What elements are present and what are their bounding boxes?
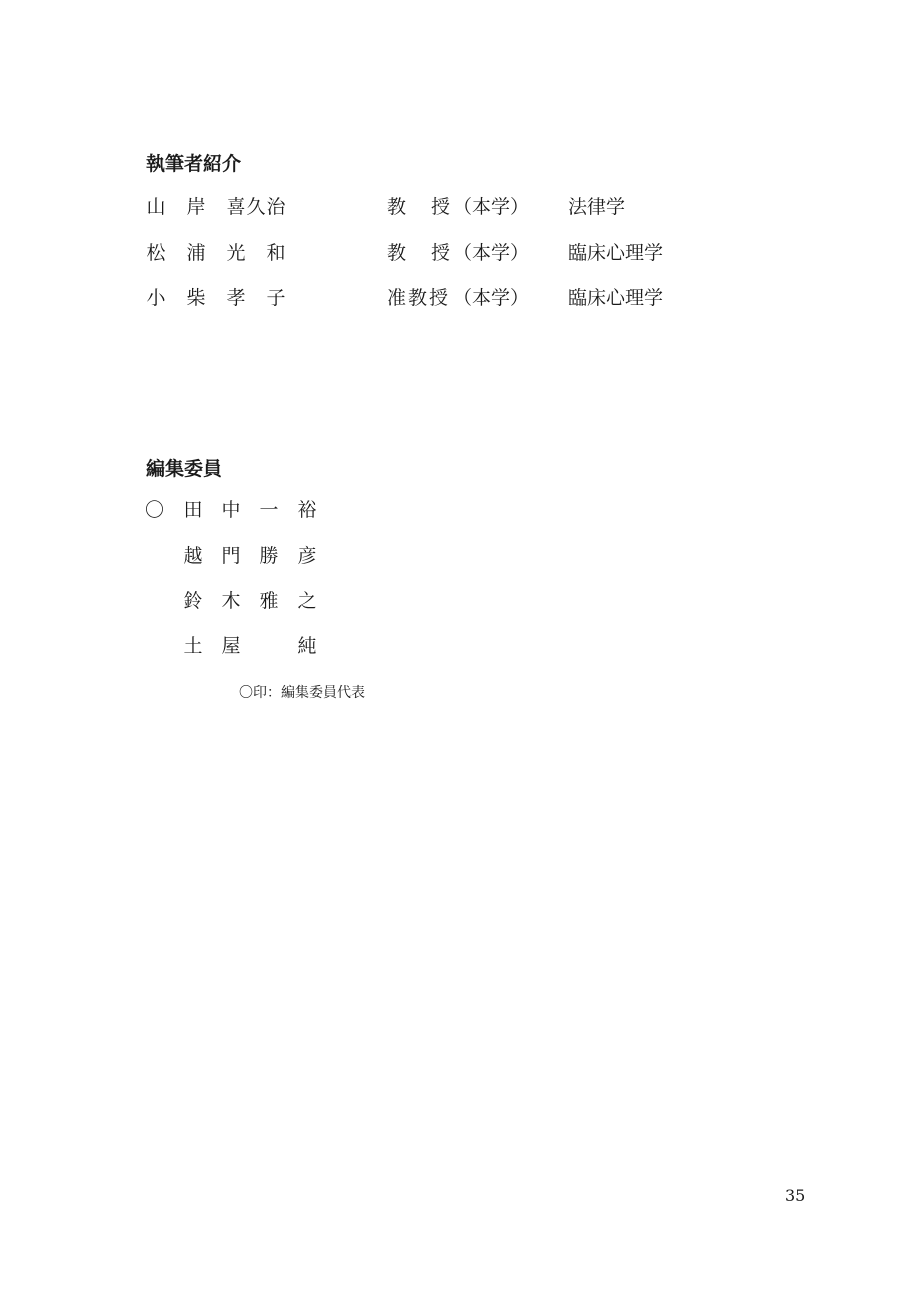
name-char: 浦	[186, 242, 206, 264]
editor-row	[0, 634, 917, 658]
author-row	[0, 195, 917, 219]
author-rank	[387, 195, 452, 219]
author-row	[0, 286, 917, 310]
editors-heading: 編集委員	[146, 458, 223, 480]
name-char: 鈴	[183, 590, 203, 612]
rank-char: 授	[431, 196, 451, 218]
name-char: 中	[221, 499, 241, 521]
name-char: 之	[297, 590, 317, 612]
rank-spacer	[408, 195, 427, 219]
name-char: 純	[297, 635, 317, 657]
author-field: 臨床心理学	[568, 242, 664, 264]
rank-char: 准	[387, 287, 407, 309]
name-char: 柴	[186, 287, 206, 309]
editor-note: 〇印：編集委員代表	[239, 685, 365, 701]
name-char: 小	[146, 287, 166, 309]
author-field: 臨床心理学	[568, 287, 664, 309]
name-char: 雅	[259, 590, 279, 612]
name-char: 一	[259, 499, 279, 521]
representative-mark: 〇	[145, 499, 165, 521]
author-name	[146, 195, 286, 219]
editor-name	[183, 634, 335, 658]
author-row	[0, 241, 917, 265]
name-char: 松	[146, 242, 166, 264]
author-affiliation: （本学）	[453, 287, 530, 309]
rank-char: 教	[387, 242, 407, 264]
editor-name	[183, 589, 335, 613]
rank-char: 授	[429, 287, 449, 309]
author-field: 法律学	[568, 196, 626, 218]
name-char: 屋	[221, 635, 241, 657]
name-spacer	[259, 634, 279, 658]
name-char: 土	[183, 635, 203, 657]
rank-char: 授	[431, 242, 451, 264]
name-char: 門	[221, 545, 241, 567]
editor-name	[183, 544, 335, 568]
name-char: 子	[266, 287, 286, 309]
rank-char: 教	[387, 196, 407, 218]
name-char: 木	[221, 590, 241, 612]
author-name	[146, 241, 306, 265]
name-char: 久	[246, 196, 266, 218]
author-rank	[387, 286, 450, 310]
editor-row	[0, 498, 917, 522]
name-char: 越	[183, 545, 203, 567]
name-char: 裕	[297, 499, 317, 521]
name-char: 孝	[226, 287, 246, 309]
authors-heading: 執筆者紹介	[146, 153, 242, 175]
editor-row	[0, 589, 917, 613]
page-number: 35	[785, 1186, 806, 1205]
editor-name	[183, 498, 335, 522]
rank-char: 教	[408, 287, 428, 309]
author-affiliation: （本学）	[453, 242, 530, 264]
name-char: 岸	[186, 196, 206, 218]
rank-spacer	[408, 241, 427, 265]
name-char: 喜	[226, 196, 246, 218]
name-char: 彦	[297, 545, 317, 567]
author-rank	[387, 241, 452, 265]
name-char: 光	[226, 242, 246, 264]
editor-row	[0, 544, 917, 568]
name-char: 山	[146, 196, 166, 218]
author-name	[146, 286, 306, 310]
name-char: 田	[183, 499, 203, 521]
name-char: 勝	[259, 545, 279, 567]
name-char: 和	[266, 242, 286, 264]
author-affiliation: （本学）	[453, 196, 530, 218]
name-char: 治	[266, 196, 286, 218]
